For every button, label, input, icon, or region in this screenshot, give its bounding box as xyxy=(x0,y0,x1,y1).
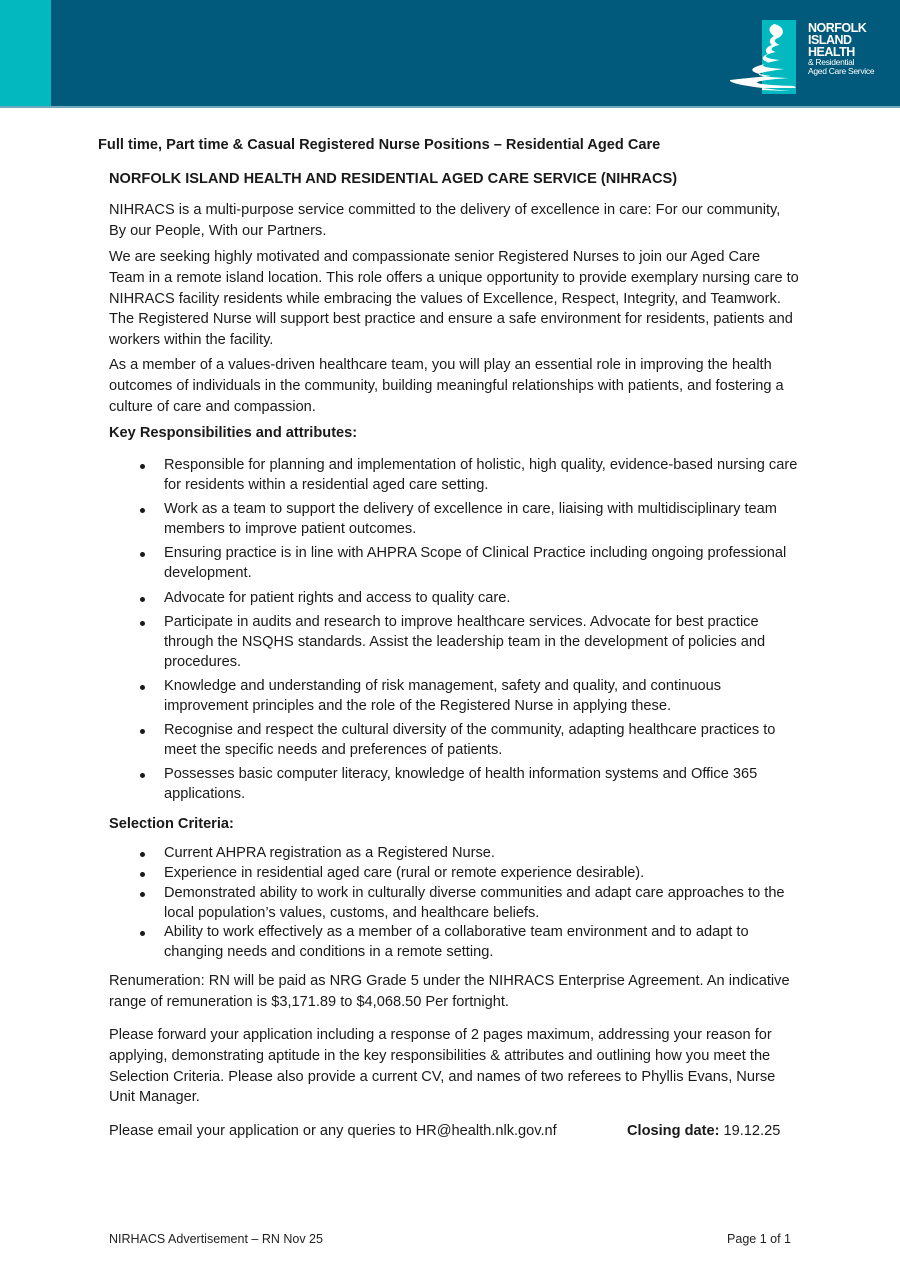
bullet-icon xyxy=(140,508,145,513)
intro-paragraph-2: We are seeking highly motivated and compassionate senior Registered Nurses to join our Aged Care Team in a remote island location. This role offers a unique opportunity to provide exemplary nursing care to NIHRACS facility residents while embracing the values of Excellence, Respect, Integrity, and Teamwork. The Registered Nurse will support best practice and ensure a safe environment for residents, patients and workers within the facility. xyxy=(109,249,799,349)
logo-line-3: HEALTH xyxy=(808,45,855,59)
selection-criteria-item: Demonstrated ability to work in culturally diverse communities and adapt care approaches to the local population’s values, customs, and healthcare beliefs. xyxy=(109,884,804,924)
bullet-icon xyxy=(140,852,145,857)
header-accent-stripe xyxy=(0,0,51,106)
responsibility-item: Knowledge and understanding of risk management, safety and quality, and continuous improvement principles and the role of the Registered Nurse in applying these. xyxy=(109,677,799,717)
logo-line-2: ISLAND xyxy=(808,33,852,47)
organisation-logo xyxy=(728,18,878,94)
selection-criteria-item: Ability to work effectively as a member of a collaborative team environment and to adapt to changing needs and conditions in a remote setting. xyxy=(109,923,804,963)
responsibility-item: Recognise and respect the cultural diversity of the community, adapting healthcare practices to meet the specific needs and preferences of patients. xyxy=(109,721,799,761)
bullet-icon xyxy=(140,464,145,469)
responsibility-item: Responsible for planning and implementation of holistic, high quality, evidence-based nursing care for residents within a residential aged care setting. xyxy=(109,456,799,496)
logo-text xyxy=(808,22,874,76)
bullet-icon xyxy=(140,685,145,690)
bullet-icon xyxy=(140,552,145,557)
logo-line-1: NORFOLK xyxy=(808,21,867,35)
document-title: Full time, Part time & Casual Registered Nurse Positions – Residential Aged Care xyxy=(98,137,661,153)
intro-paragraph-3: As a member of a values-driven healthcare team, you will play an essential role in improving the health outcomes of individuals in the community, building meaningful relationships with patients, and fostering a culture of care and compassion. xyxy=(109,357,784,415)
bullet-icon xyxy=(140,773,145,778)
header-divider xyxy=(0,106,900,108)
closing-date-label: Closing date: xyxy=(627,1123,720,1139)
footer-page-number: Page 1 of 1 xyxy=(727,1232,791,1246)
closing-date-value: 19.12.25 xyxy=(723,1123,781,1139)
responsibility-item: Work as a team to support the delivery of excellence in care, liaising with multidisciplinary team members to improve patient outcomes. xyxy=(109,500,799,540)
responsibility-item: Advocate for patient rights and access to quality care. xyxy=(109,589,799,609)
bullet-icon xyxy=(140,729,145,734)
logo-wave-icon xyxy=(728,18,808,94)
responsibility-item: Participate in audits and research to improve healthcare services. Advocate for best practice through the NSQHS standards. Assist the leadership team in the development of policies and procedures. xyxy=(109,613,799,672)
selection-criteria-heading: Selection Criteria: xyxy=(109,816,234,832)
bullet-icon xyxy=(140,597,145,602)
remuneration-paragraph: Renumeration: RN will be paid as NRG Grade 5 under the NIHRACS Enterprise Agreement. An indicative range of remuneration is $3,171.89 to $4,068.50 Per fortnight. xyxy=(109,973,790,1010)
logo-line-4: & Residential xyxy=(808,57,855,67)
bullet-icon xyxy=(140,892,145,897)
bullet-icon xyxy=(140,872,145,877)
logo-line-5: Aged Care Service xyxy=(808,66,875,76)
email-text: Please email your application or any queries to HR@health.nlk.gov.nf xyxy=(109,1123,557,1139)
intro-paragraph-1: NIHRACS is a multi-purpose service committed to the delivery of excellence in care: For our community, By our People, With our Partners. xyxy=(109,202,781,239)
footer-left: NIRHACS Advertisement – RN Nov 25 xyxy=(109,1232,323,1246)
responsibilities-heading: Key Responsibilities and attributes: xyxy=(109,425,358,441)
closing-date xyxy=(627,1121,780,1142)
responsibility-item: Possesses basic computer literacy, knowledge of health information systems and Office 365 applications. xyxy=(109,765,799,805)
responsibility-item: Ensuring practice is in line with AHPRA Scope of Clinical Practice including ongoing professional development. xyxy=(109,544,799,584)
bullet-icon xyxy=(140,931,145,936)
selection-criteria-item: Current AHPRA registration as a Registered Nurse. xyxy=(109,844,804,864)
organisation-heading: NORFOLK ISLAND HEALTH AND RESIDENTIAL AGED CARE SERVICE (NIHRACS) xyxy=(109,171,678,187)
application-paragraph: Please forward your application including a response of 2 pages maximum, addressing your reason for applying, demonstrating aptitude in the key responsibilities & attributes and outlining how you meet the Selection Criteria. Please also provide a current CV, and names of two referees to Phyllis Evans, Nurse Unit Manager. xyxy=(109,1027,776,1106)
selection-criteria-item: Experience in residential aged care (rural or remote experience desirable). xyxy=(109,864,804,884)
bullet-icon xyxy=(140,621,145,626)
email-instructions xyxy=(109,1121,557,1142)
